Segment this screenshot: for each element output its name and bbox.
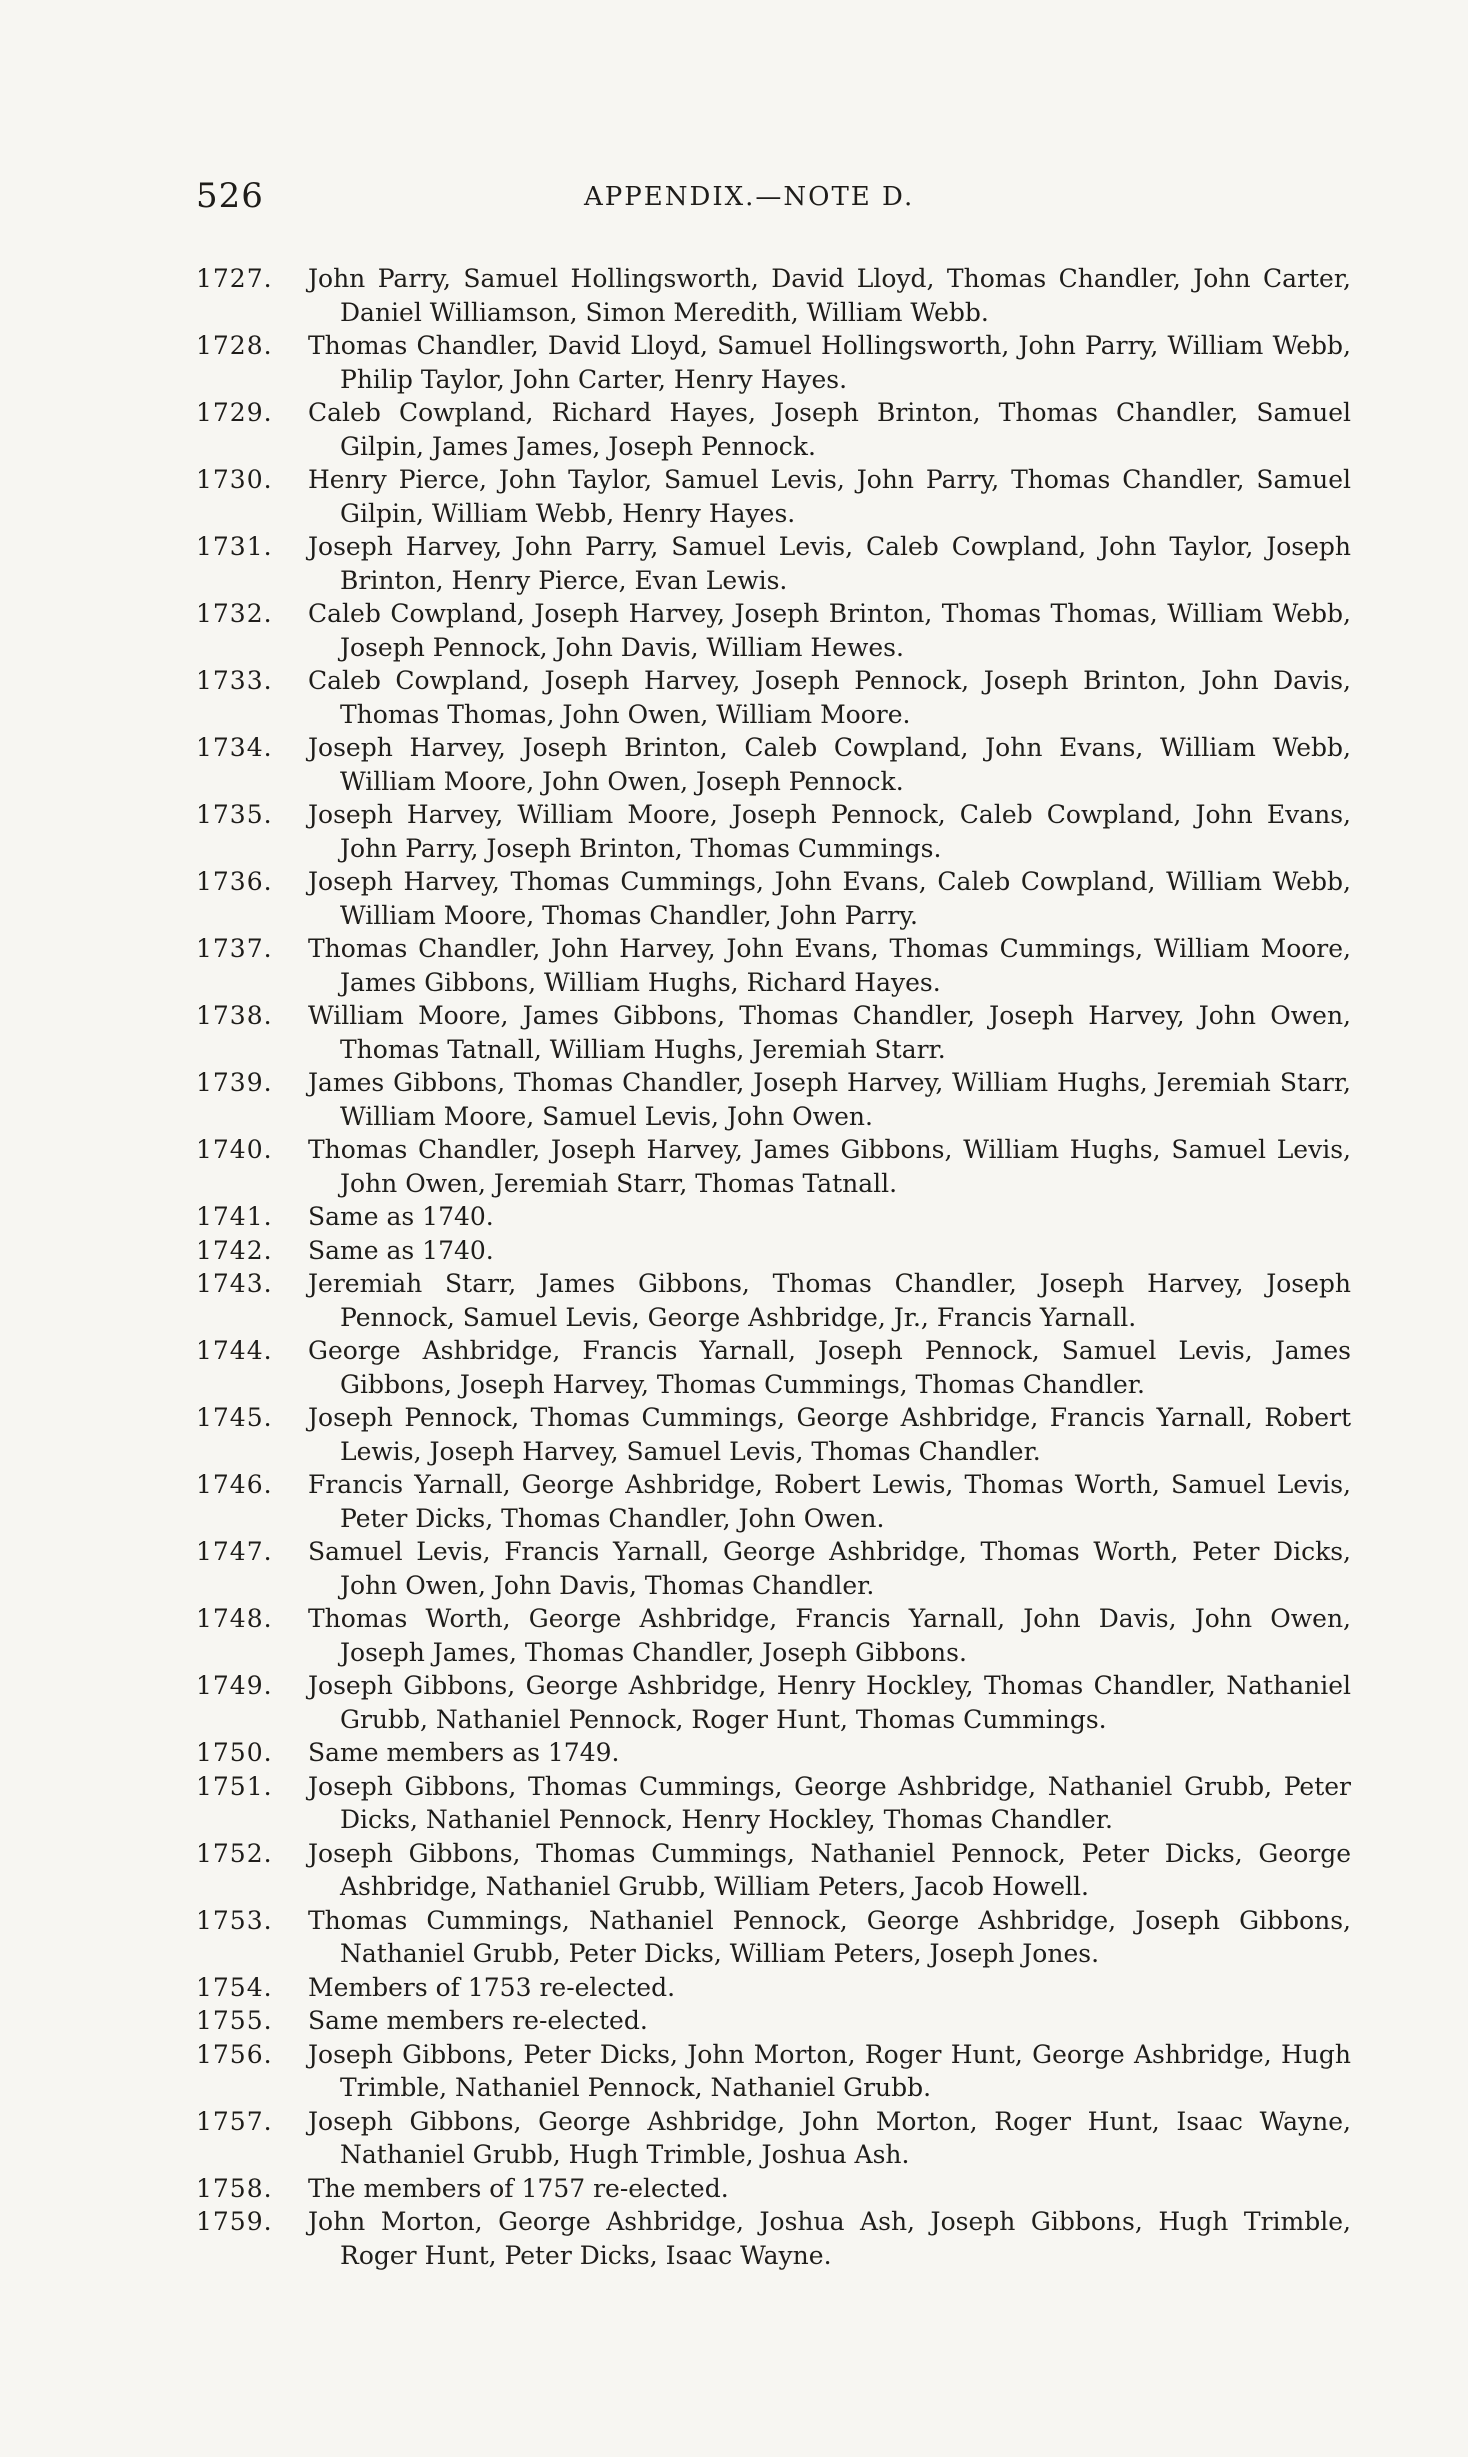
- entry-names: Same as 1740.: [308, 1235, 494, 1265]
- entry-names: Thomas Chandler, David Lloyd, Samuel Hollingsworth, John Parry, William Webb, Philip Taylor, John Carter, Henry Hayes.: [308, 331, 1351, 394]
- entry-year: 1741.: [196, 1202, 273, 1231]
- entry-year: 1752.: [196, 1838, 273, 1868]
- entry-names: Same members as 1749.: [308, 1738, 620, 1767]
- entry-row: [196, 1334, 1351, 1401]
- entry-year: 1751.: [196, 1771, 273, 1801]
- entry-row: [196, 1971, 1351, 2005]
- entry-row: [196, 1133, 1351, 1200]
- entry-names: William Moore, James Gibbons, Thomas Chandler, Joseph Harvey, John Owen, Thomas Tatnall, William Hughs, Jeremiah Starr.: [308, 1001, 1351, 1064]
- entry-row: [196, 2172, 1351, 2206]
- entry-year: 1739.: [196, 1068, 273, 1097]
- entry-year: 1736.: [196, 867, 273, 896]
- entry-names: Thomas Cummings, Nathaniel Pennock, George Ashbridge, Joseph Gibbons, Nathaniel Grubb, Peter Dicks, William Peters, Joseph Jones.: [308, 1905, 1351, 1968]
- page-header: [196, 176, 1346, 224]
- entry-names: Thomas Worth, George Ashbridge, Francis Yarnall, John Davis, John Owen, Joseph James, Thomas Chandler, Joseph Gibbons.: [308, 1604, 1351, 1667]
- entry-year: 1732.: [196, 599, 273, 628]
- entry-row: [196, 2105, 1351, 2172]
- entry-row: [196, 463, 1351, 530]
- entry-year: 1749.: [196, 1671, 273, 1700]
- entry-year: 1727.: [196, 264, 273, 293]
- entry-names: Joseph Harvey, John Parry, Samuel Levis, Caleb Cowpland, John Taylor, Joseph Brinton, Henry Pierce, Evan Lewis.: [308, 532, 1351, 595]
- entry-row: [196, 1200, 1351, 1234]
- entry-year: 1730.: [196, 465, 273, 494]
- entries-list: [196, 262, 1351, 2272]
- entry-names: Thomas Chandler, John Harvey, John Evans, Thomas Cummings, William Moore, James Gibbons, William Hughs, Richard Hayes.: [308, 934, 1351, 997]
- entry-year: 1729.: [196, 398, 273, 427]
- entry-row: [196, 1468, 1351, 1535]
- entry-year: 1728.: [196, 331, 273, 360]
- entry-names: Caleb Cowpland, Joseph Harvey, Joseph Pennock, Joseph Brinton, John Davis, Thomas Thomas, John Owen, William Moore.: [308, 666, 1351, 729]
- entry-row: [196, 2205, 1351, 2272]
- entry-year: 1744.: [196, 1336, 273, 1365]
- entry-names: James Gibbons, Thomas Chandler, Joseph Harvey, William Hughs, Jeremiah Starr, William Moore, Samuel Levis, John Owen.: [308, 1068, 1351, 1131]
- entry-names: Joseph Gibbons, Thomas Cummings, Nathaniel Pennock, Peter Dicks, George Ashbridge, Nathaniel Grubb, William Peters, Jacob Howell.: [308, 1838, 1351, 1901]
- entry-row: [196, 1837, 1351, 1904]
- entry-row: [196, 1770, 1351, 1837]
- entry-year: 1735.: [196, 800, 273, 829]
- entry-year: 1745.: [196, 1403, 273, 1432]
- page-number: 526: [196, 176, 264, 216]
- entry-names: Francis Yarnall, George Ashbridge, Robert Lewis, Thomas Worth, Samuel Levis, Peter Dicks, Thomas Chandler, John Owen.: [308, 1470, 1351, 1533]
- entry-row: [196, 1736, 1351, 1770]
- entry-names: Joseph Gibbons, Peter Dicks, John Morton, Roger Hunt, George Ashbridge, Hugh Trimble, Nathaniel Pennock, Nathaniel Grubb.: [308, 2039, 1351, 2102]
- entry-names: Joseph Harvey, Thomas Cummings, John Evans, Caleb Cowpland, William Webb, William Moore, Thomas Chandler, John Parry.: [308, 867, 1351, 930]
- entry-year: 1746.: [196, 1470, 273, 1499]
- entry-year: 1743.: [196, 1269, 273, 1298]
- entry-row: [196, 530, 1351, 597]
- entry-names: Joseph Gibbons, Thomas Cummings, George Ashbridge, Nathaniel Grubb, Peter Dicks, Nathaniel Pennock, Henry Hockley, Thomas Chandler.: [308, 1771, 1351, 1834]
- entry-names: Same members re-elected.: [308, 2006, 648, 2035]
- entry-row: [196, 664, 1351, 731]
- entry-year: 1758.: [196, 2173, 273, 2203]
- entry-year: 1734.: [196, 733, 273, 762]
- entry-row: [196, 2004, 1351, 2038]
- entry-row: [196, 396, 1351, 463]
- entry-row: [196, 1535, 1351, 1602]
- entry-row: [196, 1234, 1351, 1268]
- running-head: APPENDIX.—NOTE D.: [584, 182, 915, 212]
- entry-row: [196, 1401, 1351, 1468]
- entry-row: [196, 999, 1351, 1066]
- entry-year: 1733.: [196, 666, 273, 695]
- entry-names: Jeremiah Starr, James Gibbons, Thomas Chandler, Joseph Harvey, Joseph Pennock, Samuel Levis, George Ashbridge, Jr., Francis Yarnall.: [308, 1269, 1351, 1332]
- entry-names: Joseph Pennock, Thomas Cummings, George Ashbridge, Francis Yarnall, Robert Lewis, Joseph Harvey, Samuel Levis, Thomas Chandler.: [308, 1403, 1351, 1466]
- entry-year: 1748.: [196, 1604, 273, 1633]
- entry-year: 1754.: [196, 1972, 273, 2002]
- entry-year: 1756.: [196, 2039, 273, 2069]
- entry-row: [196, 1602, 1351, 1669]
- entry-row: [196, 597, 1351, 664]
- entry-year: 1753.: [196, 1905, 273, 1935]
- entry-names: Thomas Chandler, Joseph Harvey, James Gibbons, William Hughs, Samuel Levis, John Owen, Jeremiah Starr, Thomas Tatnall.: [308, 1135, 1351, 1198]
- entry-row: [196, 731, 1351, 798]
- entry-names: Joseph Gibbons, George Ashbridge, Henry Hockley, Thomas Chandler, Nathaniel Grubb, Nathaniel Pennock, Roger Hunt, Thomas Cummings.: [308, 1671, 1351, 1734]
- entry-names: The members of 1757 re-elected.: [308, 2173, 729, 2203]
- entry-names: Samuel Levis, Francis Yarnall, George Ashbridge, Thomas Worth, Peter Dicks, John Owen, John Davis, Thomas Chandler.: [308, 1537, 1351, 1600]
- entry-names: Caleb Cowpland, Joseph Harvey, Joseph Brinton, Thomas Thomas, William Webb, Joseph Pennock, John Davis, William Hewes.: [308, 599, 1351, 662]
- entry-names: Same as 1740.: [308, 1202, 494, 1231]
- entry-row: [196, 329, 1351, 396]
- entry-names: Members of 1753 re-elected.: [308, 1972, 676, 2002]
- entry-year: 1755.: [196, 2006, 273, 2035]
- entry-row: [196, 798, 1351, 865]
- entry-names: Caleb Cowpland, Richard Hayes, Joseph Brinton, Thomas Chandler, Samuel Gilpin, James James, Joseph Pennock.: [308, 398, 1351, 461]
- entry-row: [196, 262, 1351, 329]
- entry-names: Joseph Harvey, Joseph Brinton, Caleb Cowpland, John Evans, William Webb, William Moore, John Owen, Joseph Pennock.: [308, 733, 1351, 796]
- entry-row: [196, 2038, 1351, 2105]
- entry-names: George Ashbridge, Francis Yarnall, Joseph Pennock, Samuel Levis, James Gibbons, Joseph Harvey, Thomas Cummings, Thomas Chandler.: [308, 1336, 1351, 1399]
- entry-year: 1737.: [196, 934, 273, 963]
- entry-names: Joseph Harvey, William Moore, Joseph Pennock, Caleb Cowpland, John Evans, John Parry, Joseph Brinton, Thomas Cummings.: [308, 800, 1351, 863]
- entry-year: 1759.: [196, 2207, 273, 2236]
- entry-row: [196, 865, 1351, 932]
- entry-names: John Morton, George Ashbridge, Joshua Ash, Joseph Gibbons, Hugh Trimble, Roger Hunt, Peter Dicks, Isaac Wayne.: [308, 2207, 1351, 2270]
- entry-row: [196, 1066, 1351, 1133]
- entry-year: 1731.: [196, 532, 273, 561]
- entry-row: [196, 1669, 1351, 1736]
- entry-row: [196, 1267, 1351, 1334]
- entry-year: 1742.: [196, 1235, 273, 1265]
- entry-year: 1740.: [196, 1135, 273, 1164]
- entry-row: [196, 932, 1351, 999]
- entry-year: 1747.: [196, 1537, 273, 1566]
- entry-row: [196, 1904, 1351, 1971]
- entry-year: 1738.: [196, 1001, 273, 1030]
- entry-names: Henry Pierce, John Taylor, Samuel Levis, John Parry, Thomas Chandler, Samuel Gilpin, William Webb, Henry Hayes.: [308, 465, 1351, 528]
- entry-year: 1757.: [196, 2106, 273, 2136]
- entry-names: Joseph Gibbons, George Ashbridge, John Morton, Roger Hunt, Isaac Wayne, Nathaniel Grubb, Hugh Trimble, Joshua Ash.: [308, 2106, 1351, 2169]
- entry-year: 1750.: [196, 1738, 273, 1767]
- entry-names: John Parry, Samuel Hollingsworth, David Lloyd, Thomas Chandler, John Carter, Daniel Williamson, Simon Meredith, William Webb.: [308, 264, 1351, 327]
